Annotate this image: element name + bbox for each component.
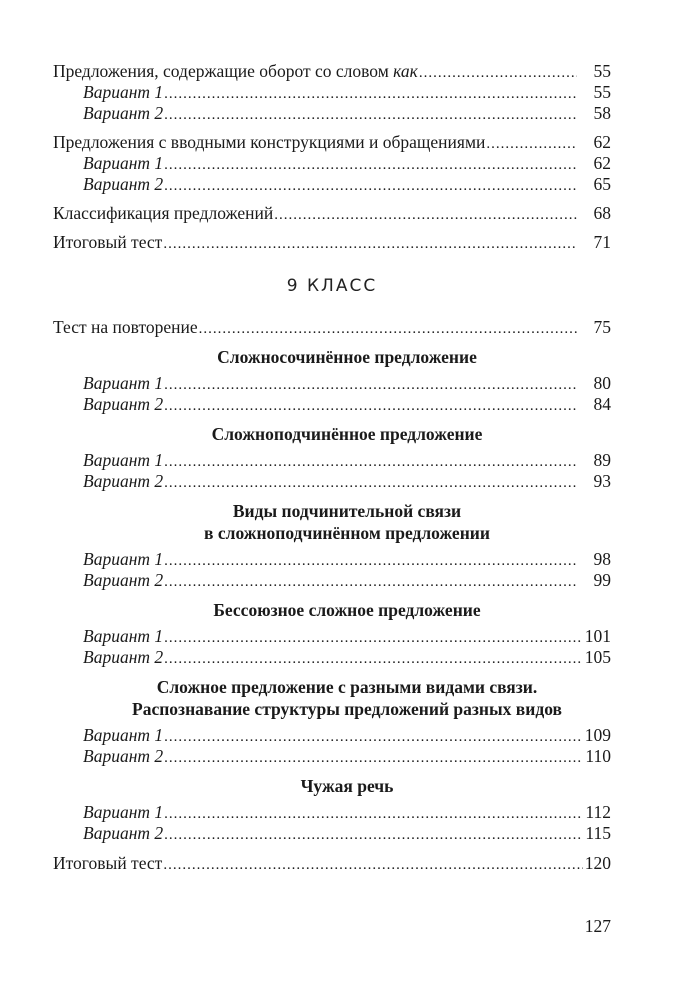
toc-page-number: 115	[585, 823, 611, 843]
toc-entry-label: Вариант 2	[83, 471, 164, 491]
toc-subheading-line: Сложноподчинённое предложение	[211, 424, 483, 444]
toc-subentry[interactable]	[53, 450, 611, 471]
toc-entry-label: Предложения с вводными конструкциями и обращениями	[53, 132, 486, 152]
toc-entry-label: Вариант 1	[83, 802, 164, 822]
toc-page-number: 58	[593, 103, 611, 123]
toc-subheading-line: Виды подчинительной связи	[232, 501, 462, 521]
toc-page-number: 99	[593, 570, 611, 590]
toc-entry-label: Вариант 1	[83, 450, 164, 470]
toc-entry-label: Итоговый тест	[53, 232, 163, 252]
toc-entry-label: Вариант 1	[83, 82, 164, 102]
toc-page-number: 110	[585, 746, 611, 766]
toc-subheading-line: Распознавание структуры предложений разных видов	[132, 699, 562, 719]
toc-subheading-line: Чужая речь	[300, 776, 394, 796]
toc-subentry[interactable]	[53, 725, 611, 746]
toc-page-number: 62	[593, 132, 611, 152]
toc-page-number: 71	[593, 232, 611, 252]
toc-entry-label: Вариант 2	[83, 570, 164, 590]
toc-entry-label: Классификация предложений	[53, 203, 274, 223]
toc-subheading-line: Сложное предложение с разными видами связи.	[156, 677, 538, 697]
toc-entry[interactable]	[53, 132, 611, 153]
leader-dots	[164, 825, 583, 846]
toc-subentry[interactable]	[53, 174, 611, 195]
toc-entry-label: Предложения, содержащие оборот со словом как	[53, 61, 418, 81]
toc-subheading	[53, 423, 611, 445]
leader-dots	[486, 134, 577, 155]
leader-dots	[163, 855, 583, 876]
toc-entry-label: Вариант 1	[83, 626, 164, 646]
leader-dots	[164, 155, 577, 176]
toc-page-number: 68	[593, 203, 611, 223]
toc-subheading	[53, 676, 611, 720]
leader-dots	[164, 628, 583, 649]
toc-subentry[interactable]	[53, 570, 611, 591]
toc-subheading	[53, 500, 611, 544]
leader-dots	[164, 452, 577, 473]
toc-entry-label: Вариант 2	[83, 746, 164, 766]
toc-subheading	[53, 346, 611, 368]
toc-entry-label: Вариант 1	[83, 153, 164, 173]
toc-entry-label: Тест на повторение	[53, 317, 198, 337]
toc-entry-label: Вариант 1	[83, 373, 164, 393]
toc-page-number: 65	[593, 174, 611, 194]
toc-groups	[53, 346, 611, 844]
toc-entry-label: Вариант 2	[83, 823, 164, 843]
toc-page-number: 55	[593, 82, 611, 102]
toc-subheading	[53, 775, 611, 797]
toc-subheading	[53, 599, 611, 621]
leader-dots	[164, 105, 577, 126]
leader-dots	[163, 234, 577, 255]
toc-page-number: 101	[584, 626, 611, 646]
toc-page-number: 120	[584, 853, 611, 873]
toc-subentry[interactable]	[53, 746, 611, 767]
toc-page-number: 80	[593, 373, 611, 393]
toc-entry-label: Вариант 1	[83, 549, 164, 569]
toc-page-number: 112	[585, 802, 611, 822]
toc-entry[interactable]	[53, 203, 611, 224]
toc-page-number: 109	[584, 725, 611, 745]
leader-dots	[274, 205, 577, 226]
leader-dots	[164, 748, 583, 769]
toc-page-number: 93	[593, 471, 611, 491]
toc-entry-label: Вариант 2	[83, 174, 164, 194]
leader-dots	[164, 804, 583, 825]
toc-page-number: 105	[584, 647, 611, 667]
leader-dots	[164, 572, 577, 593]
section-heading-grade-9: 9 КЛАСС	[286, 276, 378, 296]
leader-dots	[419, 63, 577, 84]
leader-dots	[164, 649, 583, 670]
toc-entry[interactable]	[53, 61, 611, 82]
leader-dots	[164, 84, 577, 105]
toc-subheading-line: Бессоюзное сложное предложение	[213, 600, 481, 620]
toc-subentry[interactable]	[53, 373, 611, 394]
toc-subentry[interactable]	[53, 103, 611, 124]
toc-subentry[interactable]	[53, 802, 611, 823]
toc-subentry[interactable]	[53, 626, 611, 647]
toc-page-number: 75	[593, 317, 611, 337]
toc-subheading-line: в сложноподчинённом предложении	[204, 523, 490, 543]
toc-entry-label: Вариант 1	[83, 725, 164, 745]
toc-subentry[interactable]	[53, 647, 611, 668]
leader-dots	[164, 375, 577, 396]
toc-entry[interactable]	[53, 232, 611, 253]
toc-entry-label: Вариант 2	[83, 394, 164, 414]
toc-subentry[interactable]	[53, 471, 611, 492]
toc-entry[interactable]	[53, 317, 611, 338]
toc-page-number: 98	[593, 549, 611, 569]
toc-subentry[interactable]	[53, 82, 611, 103]
leader-dots	[164, 396, 577, 417]
table-of-contents	[53, 61, 611, 874]
toc-subentry[interactable]	[53, 394, 611, 415]
leader-dots	[164, 551, 577, 572]
leader-dots	[164, 727, 583, 748]
toc-subheading-line: Сложносочинённое предложение	[217, 347, 477, 367]
leader-dots	[164, 176, 577, 197]
toc-subentry[interactable]	[53, 153, 611, 174]
toc-subentry[interactable]	[53, 823, 611, 844]
page-number-folio: 127	[584, 916, 611, 936]
toc-entry-label: Вариант 2	[83, 103, 164, 123]
toc-subentry[interactable]	[53, 549, 611, 570]
toc-page-number: 89	[593, 450, 611, 470]
toc-entry-label: Итоговый тест	[53, 853, 163, 873]
toc-page-number: 62	[593, 153, 611, 173]
toc-entry-label: Вариант 2	[83, 647, 164, 667]
toc-page-number: 84	[593, 394, 611, 414]
leader-dots	[199, 319, 577, 340]
toc-entry[interactable]	[53, 853, 611, 874]
toc-page-number: 55	[593, 61, 611, 81]
leader-dots	[164, 473, 577, 494]
